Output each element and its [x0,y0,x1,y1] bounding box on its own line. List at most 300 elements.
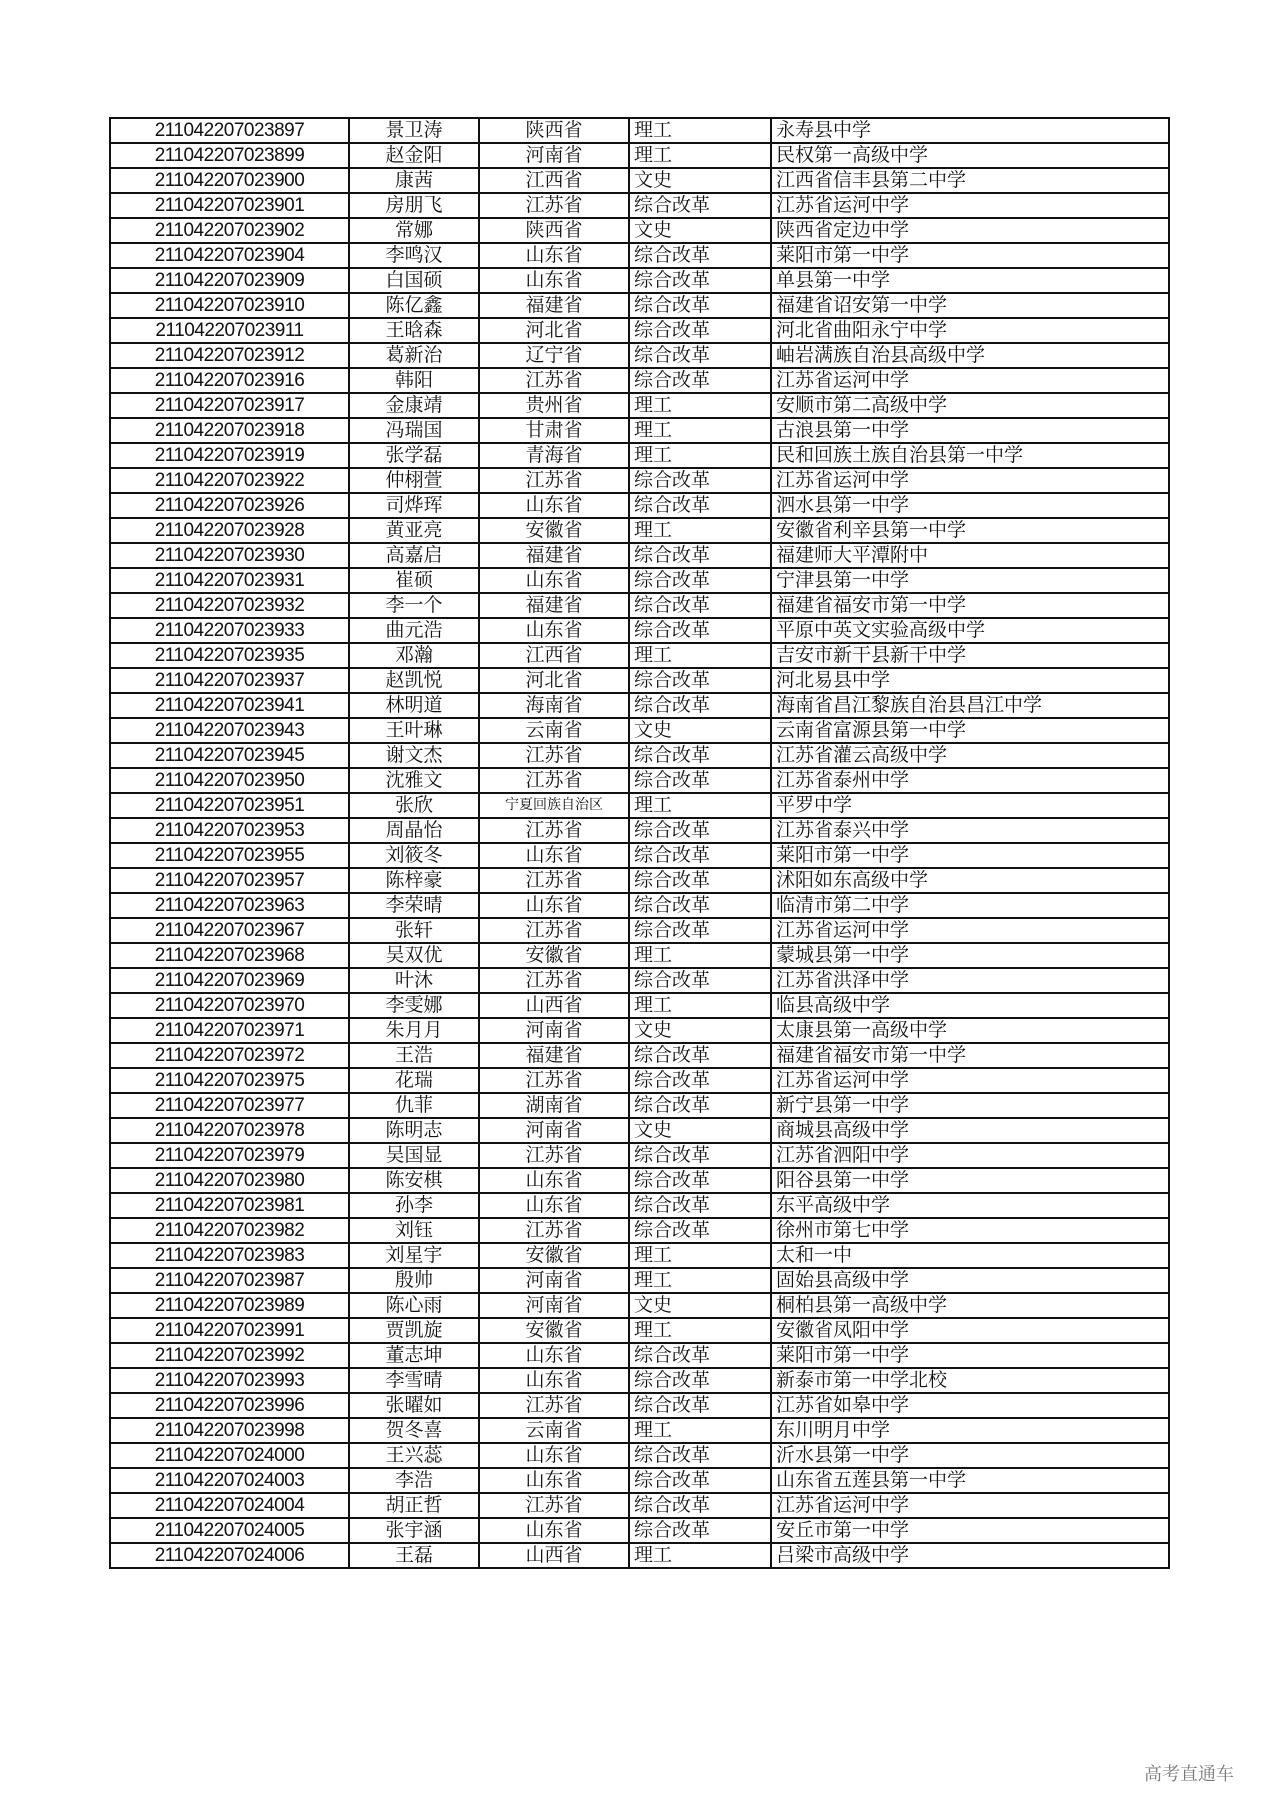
table-row [110,893,1169,918]
name-cell: 张学磊 [349,443,479,468]
school-cell: 莱阳市第一中学 [771,843,1169,868]
id-cell: 211042207023963 [110,893,349,918]
category-cell: 理工 [629,943,771,968]
name-cell: 邓瀚 [349,643,479,668]
name-cell: 王兴蕊 [349,1443,479,1468]
category-cell: 综合改革 [629,193,771,218]
school-cell: 民和回族土族自治县第一中学 [771,443,1169,468]
province-cell: 河南省 [479,1268,629,1293]
id-cell: 211042207023971 [110,1018,349,1043]
category-cell: 综合改革 [629,668,771,693]
table-row [110,318,1169,343]
school-cell: 山东省五莲县第一中学 [771,1468,1169,1493]
province-cell: 山东省 [479,1368,629,1393]
category-cell: 理工 [629,118,771,143]
category-cell: 理工 [629,518,771,543]
id-cell: 211042207023970 [110,993,349,1018]
school-cell: 江苏省运河中学 [771,468,1169,493]
category-cell: 文史 [629,1293,771,1318]
category-cell: 综合改革 [629,1043,771,1068]
category-cell: 理工 [629,793,771,818]
table-row [110,243,1169,268]
id-cell: 211042207023911 [110,318,349,343]
province-cell: 云南省 [479,718,629,743]
school-cell: 江西省信丰县第二中学 [771,168,1169,193]
category-cell: 理工 [629,1243,771,1268]
category-cell: 综合改革 [629,768,771,793]
category-cell: 综合改革 [629,293,771,318]
table-row [110,1468,1169,1493]
name-cell: 吴双优 [349,943,479,968]
name-cell: 司烨珲 [349,493,479,518]
name-cell: 仇菲 [349,1093,479,1118]
province-cell: 贵州省 [479,393,629,418]
school-cell: 固始县高级中学 [771,1268,1169,1293]
province-cell: 山东省 [479,1168,629,1193]
id-cell: 211042207023953 [110,818,349,843]
table-row [110,368,1169,393]
id-cell: 211042207023909 [110,268,349,293]
table-row [110,968,1169,993]
province-cell: 江苏省 [479,743,629,768]
category-cell: 综合改革 [629,543,771,568]
category-cell: 综合改革 [629,1093,771,1118]
category-cell: 综合改革 [629,1193,771,1218]
id-cell: 211042207023943 [110,718,349,743]
id-cell: 211042207023982 [110,1218,349,1243]
id-cell: 211042207023981 [110,1193,349,1218]
province-cell: 江西省 [479,643,629,668]
id-cell: 211042207023998 [110,1418,349,1443]
name-cell: 刘筱冬 [349,843,479,868]
school-cell: 太和一中 [771,1243,1169,1268]
name-cell: 李雪晴 [349,1368,479,1393]
table-row [110,1043,1169,1068]
id-cell: 211042207023955 [110,843,349,868]
province-cell: 江苏省 [479,768,629,793]
province-cell: 河南省 [479,1018,629,1043]
table-row [110,568,1169,593]
province-cell: 青海省 [479,443,629,468]
id-cell: 211042207023945 [110,743,349,768]
school-cell: 河北易县中学 [771,668,1169,693]
table-row [110,193,1169,218]
category-cell: 综合改革 [629,743,771,768]
name-cell: 李一个 [349,593,479,618]
school-cell: 临清市第二中学 [771,893,1169,918]
school-cell: 东川明月中学 [771,1418,1169,1443]
name-cell: 陈亿鑫 [349,293,479,318]
table-row [110,218,1169,243]
id-cell: 211042207023919 [110,443,349,468]
table-row [110,618,1169,643]
province-cell: 山东省 [479,893,629,918]
id-cell: 211042207023916 [110,368,349,393]
table-row [110,1093,1169,1118]
school-cell: 民权第一高级中学 [771,143,1169,168]
id-cell: 211042207023950 [110,768,349,793]
category-cell: 文史 [629,1018,771,1043]
id-cell: 211042207023922 [110,468,349,493]
school-cell: 陕西省定边中学 [771,218,1169,243]
school-cell: 蒙城县第一中学 [771,943,1169,968]
school-cell: 福建省福安市第一中学 [771,1043,1169,1068]
category-cell: 综合改革 [629,1068,771,1093]
category-cell: 文史 [629,718,771,743]
province-cell: 湖南省 [479,1093,629,1118]
name-cell: 高嘉启 [349,543,479,568]
province-cell: 安徽省 [479,1318,629,1343]
name-cell: 康茜 [349,168,479,193]
id-cell: 211042207024006 [110,1543,349,1568]
school-cell: 单县第一中学 [771,268,1169,293]
province-cell: 安徽省 [479,1243,629,1268]
category-cell: 综合改革 [629,1368,771,1393]
province-cell: 山西省 [479,993,629,1018]
table-row [110,1518,1169,1543]
category-cell: 综合改革 [629,868,771,893]
name-cell: 王浩 [349,1043,479,1068]
id-cell: 211042207023992 [110,1343,349,1368]
table-row [110,1343,1169,1368]
name-cell: 贺冬喜 [349,1418,479,1443]
school-cell: 福建省福安市第一中学 [771,593,1169,618]
name-cell: 景卫涛 [349,118,479,143]
province-cell: 山东省 [479,1518,629,1543]
school-cell: 莱阳市第一中学 [771,243,1169,268]
school-cell: 新泰市第一中学北校 [771,1368,1169,1393]
province-cell: 宁夏回族自治区 [479,793,629,818]
school-cell: 阳谷县第一中学 [771,1168,1169,1193]
school-cell: 商城县高级中学 [771,1118,1169,1143]
name-cell: 陈安棋 [349,1168,479,1193]
table-row [110,768,1169,793]
table-row [110,343,1169,368]
name-cell: 刘星宇 [349,1243,479,1268]
province-cell: 江苏省 [479,1143,629,1168]
school-cell: 平原中英文实验高级中学 [771,618,1169,643]
province-cell: 江苏省 [479,1493,629,1518]
category-cell: 综合改革 [629,1443,771,1468]
table-row [110,843,1169,868]
province-cell: 江苏省 [479,468,629,493]
category-cell: 理工 [629,993,771,1018]
id-cell: 211042207024005 [110,1518,349,1543]
school-cell: 江苏省泰州中学 [771,768,1169,793]
name-cell: 仲栩萱 [349,468,479,493]
name-cell: 孙李 [349,1193,479,1218]
category-cell: 理工 [629,1318,771,1343]
school-cell: 江苏省运河中学 [771,1493,1169,1518]
province-cell: 河北省 [479,318,629,343]
id-cell: 211042207023926 [110,493,349,518]
category-cell: 理工 [629,1418,771,1443]
name-cell: 陈明志 [349,1118,479,1143]
school-cell: 平罗中学 [771,793,1169,818]
school-cell: 宁津县第一中学 [771,568,1169,593]
province-cell: 云南省 [479,1418,629,1443]
school-cell: 江苏省运河中学 [771,918,1169,943]
school-cell: 沭阳如东高级中学 [771,868,1169,893]
id-cell: 211042207023900 [110,168,349,193]
category-cell: 理工 [629,143,771,168]
table-row [110,1293,1169,1318]
school-cell: 江苏省泗阳中学 [771,1143,1169,1168]
table-row [110,468,1169,493]
name-cell: 叶沐 [349,968,479,993]
id-cell: 211042207023912 [110,343,349,368]
table-row [110,443,1169,468]
name-cell: 董志坤 [349,1343,479,1368]
id-cell: 211042207023980 [110,1168,349,1193]
table-row [110,718,1169,743]
school-cell: 桐柏县第一高级中学 [771,1293,1169,1318]
id-cell: 211042207023933 [110,618,349,643]
name-cell: 李荣晴 [349,893,479,918]
table-row [110,1118,1169,1143]
table-row [110,593,1169,618]
province-cell: 河南省 [479,143,629,168]
category-cell: 综合改革 [629,693,771,718]
name-cell: 常娜 [349,218,479,243]
province-cell: 山东省 [479,1443,629,1468]
id-cell: 211042207023987 [110,1268,349,1293]
school-cell: 永寿县中学 [771,118,1169,143]
table-row [110,518,1169,543]
province-cell: 江苏省 [479,968,629,993]
id-cell: 211042207023957 [110,868,349,893]
id-cell: 211042207023897 [110,118,349,143]
category-cell: 综合改革 [629,1168,771,1193]
id-cell: 211042207023899 [110,143,349,168]
table-row [110,1243,1169,1268]
table-row [110,118,1169,143]
table-row [110,1418,1169,1443]
id-cell: 211042207023931 [110,568,349,593]
school-cell: 安顺市第二高级中学 [771,393,1169,418]
category-cell: 理工 [629,643,771,668]
category-cell: 综合改革 [629,893,771,918]
table-row [110,543,1169,568]
table-row [110,1543,1169,1568]
table-row [110,993,1169,1018]
table-row [110,1143,1169,1168]
category-cell: 理工 [629,393,771,418]
id-cell: 211042207023901 [110,193,349,218]
table-row [110,868,1169,893]
table-row [110,293,1169,318]
school-cell: 吕梁市高级中学 [771,1543,1169,1568]
category-cell: 文史 [629,1118,771,1143]
school-cell: 安徽省利辛县第一中学 [771,518,1169,543]
category-cell: 综合改革 [629,918,771,943]
province-cell: 山东省 [479,493,629,518]
name-cell: 张曜如 [349,1393,479,1418]
school-cell: 海南省昌江黎族自治县昌江中学 [771,693,1169,718]
school-cell: 云南省富源县第一中学 [771,718,1169,743]
province-cell: 江苏省 [479,1068,629,1093]
category-cell: 综合改革 [629,1343,771,1368]
school-cell: 新宁县第一中学 [771,1093,1169,1118]
table-row [110,168,1169,193]
table-row [110,918,1169,943]
table-row [110,1368,1169,1393]
name-cell: 房朋飞 [349,193,479,218]
category-cell: 综合改革 [629,1493,771,1518]
id-cell: 211042207024003 [110,1468,349,1493]
school-cell: 徐州市第七中学 [771,1218,1169,1243]
province-cell: 陕西省 [479,118,629,143]
province-cell: 山西省 [479,1543,629,1568]
table-row [110,668,1169,693]
school-cell: 安徽省凤阳中学 [771,1318,1169,1343]
table-row [110,1218,1169,1243]
school-cell: 安丘市第一中学 [771,1518,1169,1543]
name-cell: 李雯娜 [349,993,479,1018]
province-cell: 江苏省 [479,1393,629,1418]
name-cell: 花瑞 [349,1068,479,1093]
name-cell: 冯瑞国 [349,418,479,443]
name-cell: 张宇涵 [349,1518,479,1543]
school-cell: 太康县第一高级中学 [771,1018,1169,1043]
category-cell: 综合改革 [629,493,771,518]
province-cell: 河南省 [479,1293,629,1318]
id-cell: 211042207023991 [110,1318,349,1343]
name-cell: 白国硕 [349,268,479,293]
id-cell: 211042207023972 [110,1043,349,1068]
id-cell: 211042207024000 [110,1443,349,1468]
table-row [110,1493,1169,1518]
table-row [110,1443,1169,1468]
name-cell: 李浩 [349,1468,479,1493]
province-cell: 甘肃省 [479,418,629,443]
category-cell: 综合改革 [629,1393,771,1418]
school-cell: 东平高级中学 [771,1193,1169,1218]
table-row [110,393,1169,418]
table-row [110,493,1169,518]
table-row [110,1318,1169,1343]
name-cell: 殷帅 [349,1268,479,1293]
province-cell: 山东省 [479,1343,629,1368]
id-cell: 211042207023967 [110,918,349,943]
id-cell: 211042207023910 [110,293,349,318]
name-cell: 崔硕 [349,568,479,593]
school-cell: 沂水县第一中学 [771,1443,1169,1468]
category-cell: 综合改革 [629,968,771,993]
school-cell: 古浪县第一中学 [771,418,1169,443]
province-cell: 海南省 [479,693,629,718]
name-cell: 周晶怡 [349,818,479,843]
table-row [110,743,1169,768]
name-cell: 贾凯旋 [349,1318,479,1343]
name-cell: 王晗森 [349,318,479,343]
name-cell: 葛新治 [349,343,479,368]
school-cell: 福建省诏安第一中学 [771,293,1169,318]
school-cell: 江苏省运河中学 [771,1068,1169,1093]
province-cell: 山东省 [479,268,629,293]
table-row [110,793,1169,818]
id-cell: 211042207023935 [110,643,349,668]
province-cell: 山东省 [479,243,629,268]
table-row [110,1018,1169,1043]
province-cell: 河北省 [479,668,629,693]
school-cell: 临县高级中学 [771,993,1169,1018]
province-cell: 福建省 [479,543,629,568]
id-cell: 211042207023983 [110,1243,349,1268]
province-cell: 安徽省 [479,943,629,968]
table-row [110,143,1169,168]
name-cell: 王磊 [349,1543,479,1568]
school-cell: 江苏省灌云高级中学 [771,743,1169,768]
id-cell: 211042207023975 [110,1068,349,1093]
category-cell: 综合改革 [629,243,771,268]
category-cell: 文史 [629,218,771,243]
province-cell: 江苏省 [479,818,629,843]
province-cell: 江西省 [479,168,629,193]
admission-list-table [109,117,1170,1569]
category-cell: 综合改革 [629,568,771,593]
category-cell: 综合改革 [629,843,771,868]
province-cell: 山东省 [479,568,629,593]
table-row [110,1393,1169,1418]
category-cell: 综合改革 [629,468,771,493]
table-row [110,1068,1169,1093]
table-row [110,418,1169,443]
name-cell: 吴国显 [349,1143,479,1168]
name-cell: 陈梓豪 [349,868,479,893]
id-cell: 211042207023951 [110,793,349,818]
name-cell: 刘钰 [349,1218,479,1243]
table-row [110,1193,1169,1218]
category-cell: 综合改革 [629,1143,771,1168]
category-cell: 理工 [629,1268,771,1293]
name-cell: 黄亚亮 [349,518,479,543]
school-cell: 莱阳市第一中学 [771,1343,1169,1368]
name-cell: 曲元浩 [349,618,479,643]
school-cell: 河北省曲阳永宁中学 [771,318,1169,343]
name-cell: 李鸣汉 [349,243,479,268]
province-cell: 山东省 [479,618,629,643]
province-cell: 福建省 [479,293,629,318]
province-cell: 江苏省 [479,868,629,893]
category-cell: 综合改革 [629,618,771,643]
category-cell: 文史 [629,168,771,193]
category-cell: 理工 [629,418,771,443]
id-cell: 211042207023977 [110,1093,349,1118]
category-cell: 综合改革 [629,268,771,293]
id-cell: 211042207023968 [110,943,349,968]
name-cell: 张轩 [349,918,479,943]
school-cell: 江苏省如皋中学 [771,1393,1169,1418]
table-row [110,693,1169,718]
province-cell: 江苏省 [479,193,629,218]
name-cell: 陈心雨 [349,1293,479,1318]
school-cell: 福建师大平潭附中 [771,543,1169,568]
category-cell: 综合改革 [629,818,771,843]
id-cell: 211042207023904 [110,243,349,268]
province-cell: 福建省 [479,1043,629,1068]
id-cell: 211042207023978 [110,1118,349,1143]
name-cell: 张欣 [349,793,479,818]
id-cell: 211042207023928 [110,518,349,543]
id-cell: 211042207023930 [110,543,349,568]
id-cell: 211042207023996 [110,1393,349,1418]
id-cell: 211042207023937 [110,668,349,693]
category-cell: 综合改革 [629,1468,771,1493]
province-cell: 江苏省 [479,368,629,393]
id-cell: 211042207023941 [110,693,349,718]
province-cell: 福建省 [479,593,629,618]
